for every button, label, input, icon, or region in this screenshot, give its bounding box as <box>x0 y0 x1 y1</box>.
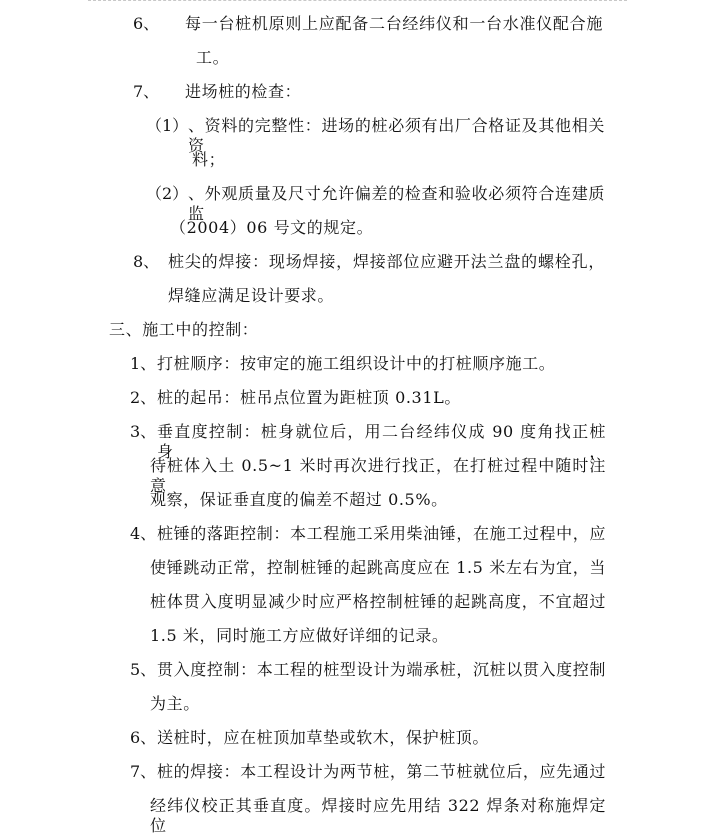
item-7-number: 7、 <box>133 82 160 101</box>
control-item-4-line-2: 使锤跳动正常，控制桩锤的起跳高度应在 1.5 米左右为宜，当 <box>150 558 606 577</box>
control-item-4-line-4: 1.5 米，同时施工方应做好详细的记录。 <box>150 626 449 645</box>
control-item-7-number: 7、 <box>130 762 157 781</box>
control-item-5-line-1: 贯入度控制：本工程的桩型设计为端承桩，沉桩以贯入度控制 <box>157 660 606 679</box>
control-item-4-line-1: 桩锤的落距控制：本工程施工采用柴油锤，在施工过程中，应 <box>157 524 606 543</box>
item-8-number: 8、 <box>133 252 160 271</box>
item-8-line-1: 桩尖的焊接：现场焊接，焊接部位应避开法兰盘的螺栓孔， <box>168 252 605 271</box>
control-item-2-line-1: 桩的起吊：桩吊点位置为距桩顶 0.31L。 <box>157 388 461 407</box>
control-item-2-number: 2、 <box>130 388 157 407</box>
page-top-border <box>88 0 627 2</box>
control-item-1-line-1: 打桩顺序：按审定的施工组织设计中的打桩顺序施工。 <box>157 354 556 373</box>
control-item-5-number: 5、 <box>130 660 157 679</box>
item-6-number: 6、 <box>133 14 160 33</box>
control-item-3-line-3: 观察，保证垂直度的偏差不超过 0.5%。 <box>150 490 448 509</box>
control-item-6-number: 6、 <box>130 728 157 747</box>
sub-item-1-line-1: 、资料的完整性：进场的桩必须有出厂合格证及其他相关资 <box>188 116 605 155</box>
item-6-line-2: 工。 <box>196 48 230 67</box>
sub-item-1-number: （1） <box>146 116 189 135</box>
sub-item-2-line-1: 、外观质量及尺寸允许偏差的检查和验收必须符合连建质监 <box>188 184 605 223</box>
section-heading: 三、施工中的控制： <box>109 320 259 339</box>
control-item-7-line-2: 经纬仪校正其垂直度。焊接时应先用结 322 焊条对称施焊定位 <box>150 796 606 835</box>
control-item-5-line-2: 为主。 <box>150 694 200 713</box>
control-item-7-line-1: 桩的焊接：本工程设计为两节桩，第二节桩就位后，应先通过 <box>157 762 606 781</box>
item-8-line-2: 焊缝应满足设计要求。 <box>168 286 335 305</box>
control-item-1-number: 1、 <box>130 354 157 373</box>
sub-item-2-line-2: （2004）06 号文的规定。 <box>170 218 374 237</box>
item-6-line-1: 每一台桩机原则上应配备二台经纬仪和一台水准仪配合施 <box>185 14 603 33</box>
sub-item-2-number: （2） <box>146 184 189 203</box>
control-item-3-number: 3、 <box>130 422 157 441</box>
item-7-line-1: 进场桩的检查： <box>185 82 302 101</box>
control-item-4-number: 4、 <box>130 524 157 543</box>
control-item-3-line-1: 垂直度控制：桩身就位后，用二台经纬仪成 90 度角找正桩身， <box>157 422 606 461</box>
control-item-4-line-3: 桩体贯入度明显减少时应严格控制桩锤的起跳高度，不宜超过 <box>150 592 606 611</box>
control-item-6-line-1: 送桩时，应在桩顶加草垫或软木，保护桩顶。 <box>157 728 490 747</box>
sub-item-1-line-2: 料； <box>192 150 226 169</box>
control-item-3-line-2: 待桩体入土 0.5~1 米时再次进行找正，在打桩过程中随时注意 <box>150 456 606 495</box>
